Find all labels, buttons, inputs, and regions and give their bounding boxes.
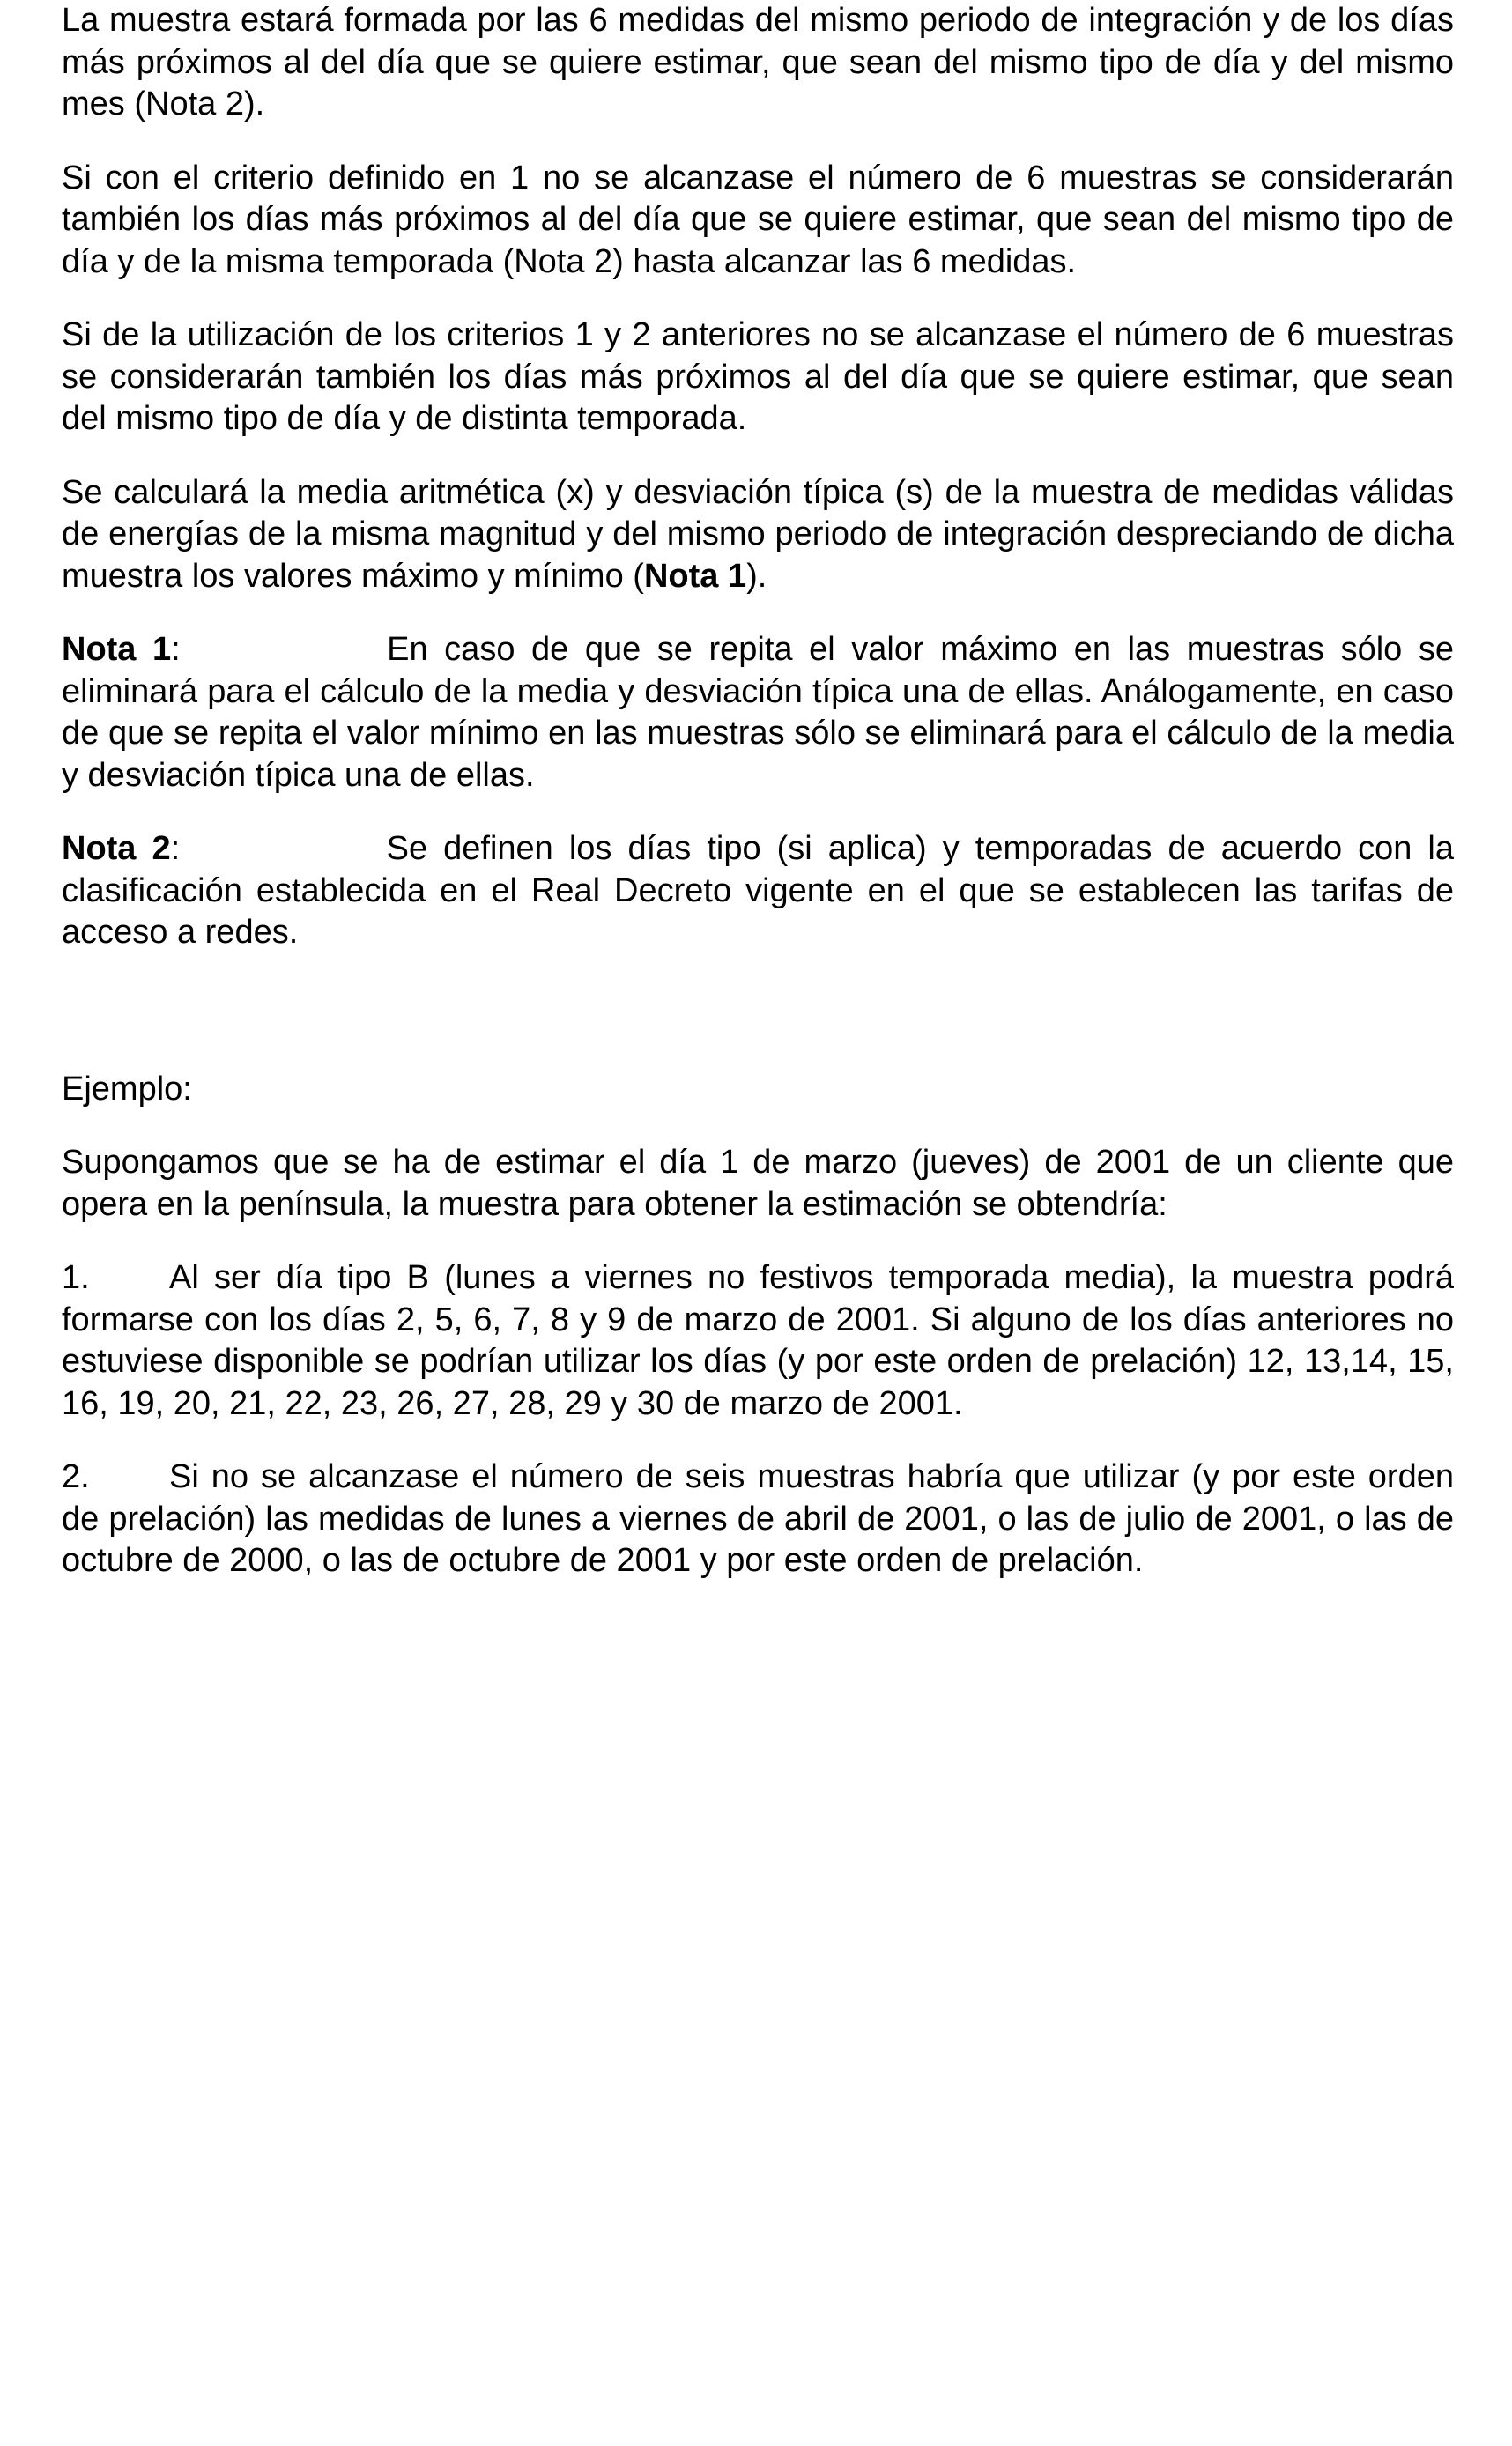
paragraph-mean-deviation (62, 472, 1454, 598)
paragraph-mean-deviation-end: ). (746, 557, 767, 595)
example-item-1 (62, 1257, 1454, 1425)
paragraph-mean-deviation-text: Se calculará la media aritmética (x) y desviación típica (s) de la muestra de medidas válidas de energías de la misma magnitud y del mismo periodo de integración despreciando de dicha muestra los valores máximo y mínimo ( (62, 473, 1454, 595)
note-2-text: Se definen los días tipo (si aplica) y temporadas de acuerdo con la clasificación establecida en el Real Decreto vigente en el que se establecen las tarifas de acceso a redes. (62, 830, 1455, 951)
document-page (62, 0, 1454, 1582)
note-2-colon: : (170, 830, 181, 867)
paragraph-criterion-three: Si de la utilización de los criterios 1 y 2 anteriores no se alcanzase el número de 6 muestras se considerarán también los días más próximos al del día que se quiere estimar, que sean del mismo tipo de día y de distinta temporada. (62, 316, 1454, 437)
example-item-1-text: Al ser día tipo B (lunes a viernes no festivos temporada media), la muestra podrá formarse con los días 2, 5, 6, 7, 8 y 9 de marzo de 2001. Si alguno de los días anteriores no estuviese disponible se podrían utilizar los días (y por este orden de prelación) 12, 13,14, 15, 16, 19, 20, 21, 22, 23, 26, 27, 28, 29 y 30 de marzo de 2001. (62, 1259, 1454, 1422)
paragraph-sample-definition: La muestra estará formada por las 6 medidas del mismo periodo de integración y de los días más próximos al del día que se quiere estimar, que sean del mismo tipo de día y del mismo mes (Nota 2). (62, 2, 1454, 122)
note-2-label: Nota 2 (62, 830, 171, 867)
example-heading: Ejemplo: (62, 1070, 192, 1108)
note-1-label: Nota 1 (62, 631, 172, 668)
note-1-text: En caso de que se repita el valor máximo en las muestras sólo se eliminará para el cálculo de la media y desviación típica una de ellas. Análogamente, en caso de que se repita el valor mínimo en las muestras sólo se eliminará para el cálculo de la media y desviación típica una de ellas. (62, 631, 1454, 794)
example-item-2 (62, 1456, 1454, 1582)
example-item-1-number: 1. (62, 1259, 90, 1296)
paragraph-criterion-two: Si con el criterio definido en 1 no se alcanzase el número de 6 muestras se considerarán también los días más próximos al del día que se quiere estimar, que sean del mismo tipo de día y de la misma temporada (Nota 2) hasta alcanzar las 6 medidas. (62, 159, 1454, 280)
example-intro: Supongamos que se ha de estimar el día 1 de marzo (jueves) de 2001 de un cliente que opera en la península, la muestra para obtener la estimación se obtendría: (62, 1144, 1454, 1223)
note-1-colon: : (171, 631, 181, 668)
nota-1-reference: Nota 1 (643, 557, 747, 595)
example-item-2-number: 2. (62, 1458, 90, 1495)
note-1 (62, 629, 1454, 797)
note-2 (62, 828, 1454, 954)
example-item-2-text: Si no se alcanzase el número de seis muestras habría que utilizar (y por este orden de prelación) las medidas de lunes a viernes de abril de 2001, o las de julio de 2001, o las de octubre de 2000, o las de octubre de 2001 y por este orden de prelación. (62, 1458, 1454, 1579)
